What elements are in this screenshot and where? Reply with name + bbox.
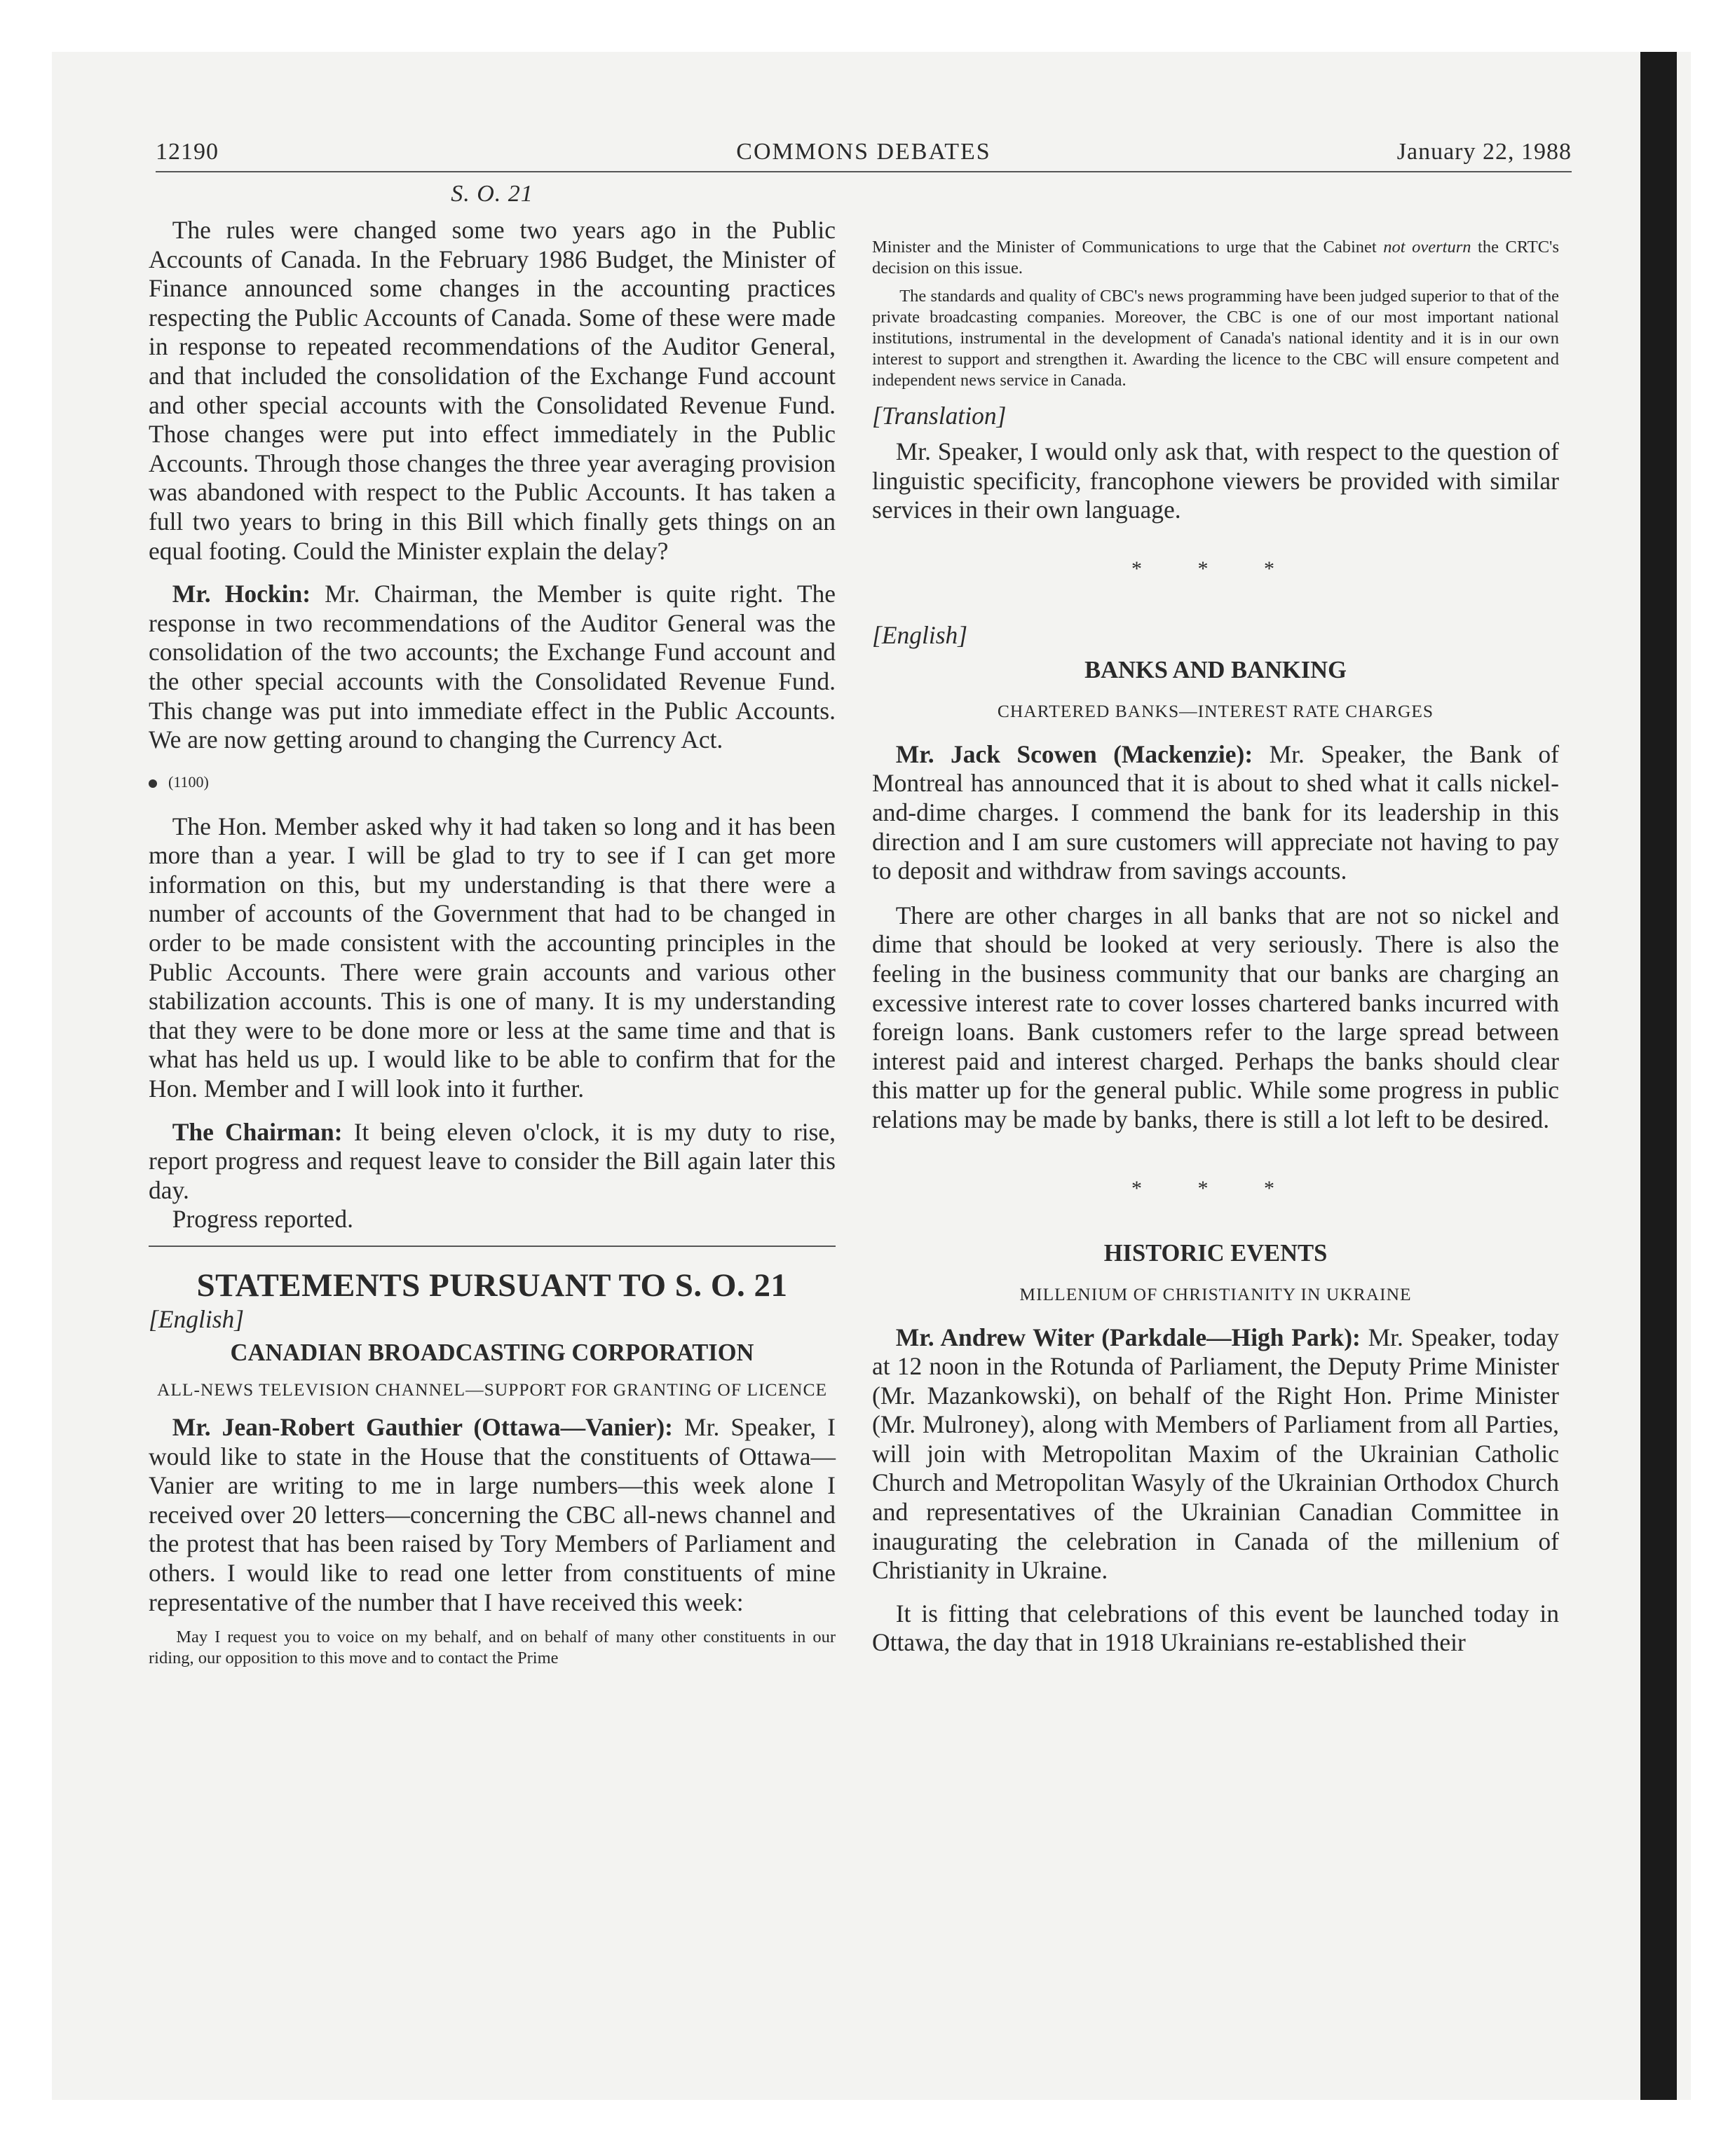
section-separator: * * * [1131, 557, 1300, 580]
standing-order-marker: S. O. 21 [451, 181, 533, 207]
quoted-letter: The standards and quality of CBC's news programming have been judged superior to that of the private broadcasting companies. Moreover, the CBC is one of our most important national institutions, instrumental in the development of Canada's national identity and it is in our own interest to support and strengthen it. Awarding the licence to the CBC will ensure competent and independent news service in Canada. [872, 287, 1559, 390]
paragraph: The rules were changed some two years ago in the Public Accounts of Canada. In the February 1986 Budget, the Minister of Finance announced some changes in the accounting practices respecting the Public Accounts of Canada. Some of these were made in response to repeated recommendations of the Auditor General, and that included the consolidation of the Exchange Fund account and other special accounts with the Consolidated Revenue Fund. Those changes were put into effect immediately in the Public Accounts. Through those changes the three year averaging provision was abandoned with respect to the Public Accounts. It has taken a full two years to bring in this Bill which finally gets things on an equal footing. Could the Minister explain the delay? [149, 216, 836, 565]
publication-date: January 22, 1988 [1396, 139, 1572, 165]
speaker-name: Mr. Hockin: [172, 580, 311, 608]
topic-heading: BANKS AND BANKING [1084, 656, 1347, 683]
page-number: 12190 [156, 139, 219, 165]
topic-subheading: CHARTERED BANKS—INTEREST RATE CHARGES [997, 700, 1434, 721]
speech-paragraph [149, 1413, 836, 1617]
quoted-letter-continued [872, 237, 1559, 279]
speaker-name: Mr. Andrew Witer (Parkdale—High Park): [895, 1323, 1361, 1351]
speaker-name: The Chairman: [172, 1117, 343, 1146]
time-marker-text: (1100) [168, 772, 209, 791]
language-marker: [Translation] [872, 402, 1007, 430]
section-title: STATEMENTS PURSUANT TO S. O. 21 [196, 1267, 788, 1304]
quoted-letter: May I request you to voice on my behalf, and on behalf of many other constituents in our riding, our opposition to this move and to contact the Prime [149, 1628, 836, 1668]
topic-heading: CANADIAN BROADCASTING CORPORATION [230, 1339, 754, 1366]
paragraph: There are other charges in all banks that are not so nickel and dime that should be looked at very seriously. There is also the feeling in the business community that our banks are charging an excessive interest rate to cover losses chartered banks incurred with foreign loans. Bank customers refer to the large spread between interest paid and interest charged. Perhaps the banks should clear this matter up for the general public. While some progress in public relations may be made by banks, there is still a lot left to be desired. [872, 901, 1559, 1133]
speech-text: It being eleven o'clock, it is my duty to rise, report progress and request leave to consider the Bill again later this day. [149, 1117, 836, 1204]
topic-subheading: ALL-NEWS TELEVISION CHANNEL—SUPPORT FOR GRANTING OF LICENCE [156, 1379, 828, 1400]
topic-subheading: MILLENIUM OF CHRISTIANITY IN UKRAINE [1019, 1283, 1412, 1304]
left-column [149, 181, 836, 1669]
speech-paragraph [149, 580, 836, 755]
speech-paragraph [872, 740, 1559, 886]
speech-text: Mr. Speaker, the Bank of Montreal has announced that it is about to shed what it calls nickel-and-dime charges. I commend the bank for its leadership in this direction and I am sure customers will appreciate not having to pay to deposit and withdraw from savings accounts. [872, 739, 1559, 885]
page-header [156, 139, 1572, 172]
publication-title: COMMONS DEBATES [736, 139, 991, 165]
right-column [872, 181, 1559, 1658]
speaker-name: Mr. Jean-Robert Gauthier (Ottawa—Vanier): [172, 1413, 673, 1441]
speaker-name: Mr. Jack Scowen (Mackenzie): [895, 739, 1253, 768]
paragraph: It is fitting that celebrations of this event be launched today in Ottawa, the day that in 1918 Ukrainians re-established their [872, 1599, 1559, 1657]
paragraph: Progress reported. [172, 1205, 354, 1234]
quote-text: the CRTC's decision on this issue. [872, 238, 1559, 278]
speech-text: Mr. Chairman, the Member is quite right. The response in two recommendations of the Auditor General was the consolidation of the two accounts; the Exchange Fund account and the other special accounts with the Consolidated Revenue Fund. This change was put into immediate effect in the Public Accounts. We are now getting around to changing the Currency Act. [149, 580, 836, 754]
language-marker: [English] [872, 620, 968, 649]
speech-paragraph [872, 1323, 1559, 1585]
bullet-icon [149, 779, 157, 788]
time-marker [149, 773, 836, 791]
speech-text: Mr. Speaker, today at 12 noon in the Rotunda of Parliament, the Deputy Prime Minister (Mr. Mazankowski), on behalf of the Right Hon. Prime Minister (Mr. Mulroney), along with Members of Parliament from all Parties, will join with Metropolitan Maxim of the Ukrainian Catholic Church and Metropolitan Wasyly of the Ukrainian Orthodox Church and representatives of the Ukrainian Canadian Committee in inaugurating the celebration in Canada of the millenium of Christianity in Ukraine. [872, 1323, 1560, 1585]
quote-text: Minister and the Minister of Communications to urge that the Cabinet [872, 238, 1384, 257]
language-marker: [English] [149, 1305, 245, 1333]
speech-paragraph [149, 1118, 836, 1206]
topic-heading: HISTORIC EVENTS [1103, 1239, 1328, 1267]
section-separator: * * * [1131, 1176, 1300, 1200]
paragraph: The Hon. Member asked why it had taken so long and it has been more than a year. I will be glad to try to see if I can get more information on this, but my understanding is that there were a number of accounts of the Government that had to be changed in order to be made consistent with the accounting principles in the Public Accounts. There were grain accounts and various other stabilization accounts. This is one of many. It is my understanding that they were to be done more or less at the same time and that is what has held us up. I would like to be able to confirm that for the Hon. Member and I will look into it further. [149, 812, 836, 1103]
scan-edge-shadow [1640, 52, 1677, 2100]
speech-text: Mr. Speaker, I would like to state in the House that the constituents of Ottawa—Vanier are writing to me in large numbers—this week alone I received over 20 letters—concerning the CBC all-news channel and the protest that has been raised by Tory Members of Parliament and others. I would like to read one letter from constituents of mine representative of the number that I have received this week: [149, 1413, 836, 1616]
quote-emphasis: not overturn [1383, 238, 1471, 257]
paragraph: Mr. Speaker, I would only ask that, with respect to the question of linguistic specificity, francophone viewers be provided with similar services in their own language. [872, 437, 1559, 524]
